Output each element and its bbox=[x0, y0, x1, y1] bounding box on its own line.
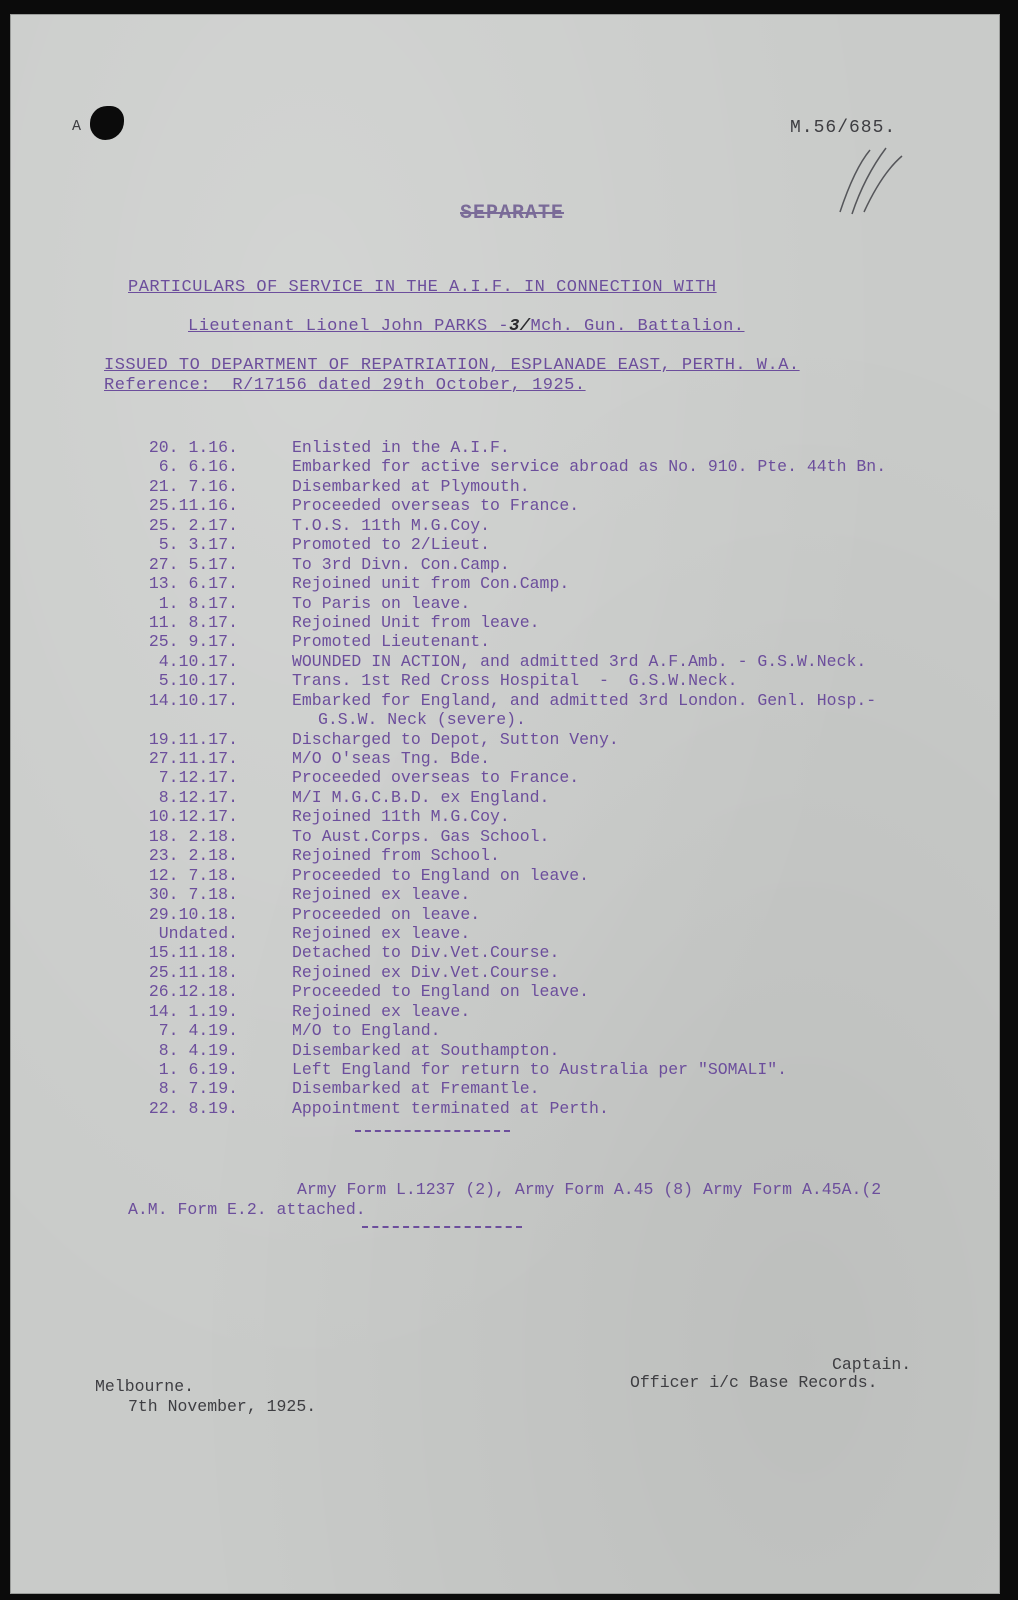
entry-row bbox=[110, 652, 990, 671]
entry-date: 10.12.17. bbox=[148, 807, 238, 827]
entry-date: 22. 8.19. bbox=[148, 1098, 238, 1118]
entry-date: 8.12.17. bbox=[158, 787, 238, 807]
entry-row bbox=[110, 594, 990, 613]
entry-row bbox=[110, 885, 990, 904]
entry-event: Trans. 1st Red Cross Hospital - G.S.W.Neck. bbox=[292, 671, 738, 691]
entry-event: Appointment terminated at Perth. bbox=[292, 1098, 609, 1118]
entry-event: Rejoined ex Div.Vet.Course. bbox=[292, 962, 560, 982]
entry-row bbox=[110, 924, 990, 943]
entry-row bbox=[110, 477, 990, 496]
entry-event: To Paris on leave. bbox=[292, 593, 471, 613]
entry-row bbox=[110, 535, 990, 554]
entry-event: Rejoined Unit from leave. bbox=[292, 612, 540, 632]
document-date: 7th November, 1925. bbox=[128, 1397, 317, 1416]
entry-row bbox=[110, 438, 990, 457]
entry-date: 4.10.17. bbox=[158, 651, 238, 671]
separate-stamp: SEPARATE bbox=[460, 202, 565, 225]
entry-date: 11. 8.17. bbox=[148, 612, 238, 632]
entry-event: Rejoined 11th M.G.Coy. bbox=[292, 807, 510, 827]
entry-date: 12. 7.18. bbox=[148, 865, 238, 885]
entry-event: Embarked for active service abroad as No. 910. Pte. 44th Bn. bbox=[292, 457, 887, 477]
entry-event: T.O.S. 11th M.G.Coy. bbox=[292, 515, 491, 535]
title-line-3: ISSUED TO DEPARTMENT OF REPATRIATION, ESPLANADE EAST, PERTH. W.A. bbox=[104, 356, 800, 375]
attachments-line-1: Army Form L.1237 (2), Army Form A.45 (8) Army Form A.45A.(2 bbox=[297, 1180, 882, 1199]
entry-date: 8. 4.19. bbox=[158, 1040, 238, 1060]
entry-row bbox=[110, 1002, 990, 1021]
entry-date: 27. 5.17. bbox=[148, 554, 238, 574]
entry-row bbox=[110, 807, 990, 826]
entry-event: Detached to Div.Vet.Course. bbox=[292, 943, 560, 963]
entry-event: G.S.W. Neck (severe). bbox=[318, 710, 526, 730]
entry-event: Disembarked at Southampton. bbox=[292, 1040, 560, 1060]
entry-date: 7.12.17. bbox=[158, 768, 238, 788]
entry-event: Rejoined ex leave. bbox=[292, 1001, 471, 1021]
officer-name: Lieutenant Lionel John PARKS - bbox=[188, 317, 510, 336]
entry-event: Rejoined from School. bbox=[292, 846, 500, 866]
entry-event: M/O to England. bbox=[292, 1021, 441, 1041]
entry-row bbox=[110, 1099, 990, 1118]
entry-date: 7. 4.19. bbox=[158, 1021, 238, 1041]
attachments-line-2: A.M. Form E.2. attached. bbox=[128, 1200, 366, 1219]
entry-row bbox=[110, 671, 990, 690]
entry-row bbox=[110, 905, 990, 924]
service-entries bbox=[110, 438, 990, 1118]
entry-date: 30. 7.18. bbox=[148, 885, 238, 905]
entry-event: To Aust.Corps. Gas School. bbox=[292, 826, 550, 846]
entry-date: 1. 8.17. bbox=[158, 593, 238, 613]
entry-row bbox=[110, 1041, 990, 1060]
entry-row bbox=[110, 943, 990, 962]
entry-event: Proceeded overseas to France. bbox=[292, 496, 580, 516]
entry-event: To 3rd Divn. Con.Camp. bbox=[292, 554, 510, 574]
entry-row bbox=[110, 768, 990, 787]
title-line-2 bbox=[188, 317, 745, 336]
entry-date: 27.11.17. bbox=[148, 749, 238, 768]
entry-date: 5.10.17. bbox=[158, 671, 238, 691]
punch-hole bbox=[90, 106, 124, 140]
entry-event: Proceeded to England on leave. bbox=[292, 982, 590, 1002]
entry-event: Rejoined ex leave. bbox=[292, 923, 471, 943]
entry-date: Undated. bbox=[158, 923, 238, 943]
entry-event: M/O O'seas Tng. Bde. bbox=[292, 749, 491, 768]
entry-event: Rejoined ex leave. bbox=[292, 885, 471, 905]
entry-row bbox=[110, 827, 990, 846]
unit-name: Mch. Gun. Battalion. bbox=[530, 317, 745, 336]
entry-row bbox=[110, 749, 990, 768]
reference-number: M.56/685. bbox=[790, 118, 897, 138]
entry-date: 15.11.18. bbox=[148, 943, 238, 963]
entry-row bbox=[110, 496, 990, 515]
entry-event: Proceeded to England on leave. bbox=[292, 865, 590, 885]
title-line-1: PARTICULARS OF SERVICE IN THE A.I.F. IN CONNECTION WITH bbox=[128, 278, 717, 297]
entry-date: 20. 1.16. bbox=[148, 438, 238, 457]
entry-event: Left England for return to Australia per "SOMALI". bbox=[292, 1060, 788, 1079]
entry-date: 25. 2.17. bbox=[148, 515, 238, 535]
entry-row bbox=[110, 846, 990, 865]
entry-date: 8. 7.19. bbox=[158, 1079, 238, 1099]
entry-date: 25.11.18. bbox=[148, 962, 238, 982]
entry-row bbox=[110, 730, 990, 749]
entry-row bbox=[110, 555, 990, 574]
document-sheet bbox=[10, 14, 1000, 1594]
entry-event: M/I M.G.C.B.D. ex England. bbox=[292, 787, 550, 807]
entry-date: 14.10.17. bbox=[148, 690, 238, 710]
pencil-scrawl-icon bbox=[830, 142, 910, 222]
entry-row bbox=[110, 574, 990, 593]
entry-row bbox=[110, 613, 990, 632]
entry-row-continuation bbox=[110, 710, 990, 729]
entry-event: WOUNDED IN ACTION, and admitted 3rd A.F.Amb. - G.S.W.Neck. bbox=[292, 651, 867, 671]
entry-date: 13. 6.17. bbox=[148, 574, 238, 594]
entry-date: 23. 2.18. bbox=[148, 846, 238, 866]
entry-date: 25. 9.17. bbox=[148, 632, 238, 652]
entry-event: Proceeded overseas to France. bbox=[292, 768, 580, 788]
entry-row bbox=[110, 982, 990, 1001]
handwritten-correction: 3/ bbox=[509, 317, 531, 336]
entry-row bbox=[110, 1079, 990, 1098]
entry-row bbox=[110, 866, 990, 885]
entry-date: 5. 3.17. bbox=[158, 535, 238, 555]
signature-office: Officer i/c Base Records. bbox=[630, 1373, 878, 1392]
signature-rank: Captain. bbox=[832, 1355, 912, 1374]
entry-event: Disembarked at Plymouth. bbox=[292, 476, 530, 496]
separator-line bbox=[362, 1226, 522, 1228]
entry-date: 18. 2.18. bbox=[148, 826, 238, 846]
entry-event: Embarked for England, and admitted 3rd London. Genl. Hosp.- bbox=[292, 690, 877, 710]
entry-row bbox=[110, 1021, 990, 1040]
entry-row bbox=[110, 516, 990, 535]
entry-event: Disembarked at Fremantle. bbox=[292, 1079, 540, 1099]
entry-date: 21. 7.16. bbox=[148, 476, 238, 496]
entry-date: 6. 6.16. bbox=[158, 457, 238, 477]
entry-row bbox=[110, 457, 990, 476]
entry-row bbox=[110, 1060, 990, 1079]
entry-date: 25.11.16. bbox=[148, 496, 238, 516]
entry-date: 26.12.18. bbox=[148, 982, 238, 1002]
entry-event: Discharged to Depot, Sutton Veny. bbox=[292, 729, 619, 749]
entry-event: Promoted to 2/Lieut. bbox=[292, 535, 491, 555]
entry-event: Enlisted in the A.I.F. bbox=[292, 438, 510, 457]
entry-event: Proceeded on leave. bbox=[292, 904, 481, 924]
reference-line: Reference: R/17156 dated 29th October, 1925. bbox=[104, 376, 586, 395]
entry-event: Rejoined unit from Con.Camp. bbox=[292, 574, 570, 594]
place: Melbourne. bbox=[95, 1377, 195, 1396]
entry-row bbox=[110, 632, 990, 651]
entry-row bbox=[110, 691, 990, 710]
entry-date: 14. 1.19. bbox=[148, 1001, 238, 1021]
entry-date: 29.10.18. bbox=[148, 904, 238, 924]
left-reference: A bbox=[72, 118, 82, 135]
entry-event: Promoted Lieutenant. bbox=[292, 632, 491, 652]
entry-date: 19.11.17. bbox=[148, 729, 238, 749]
separator-line bbox=[355, 1130, 510, 1132]
entry-row bbox=[110, 963, 990, 982]
entry-date: 1. 6.19. bbox=[158, 1060, 238, 1079]
entry-row bbox=[110, 788, 990, 807]
